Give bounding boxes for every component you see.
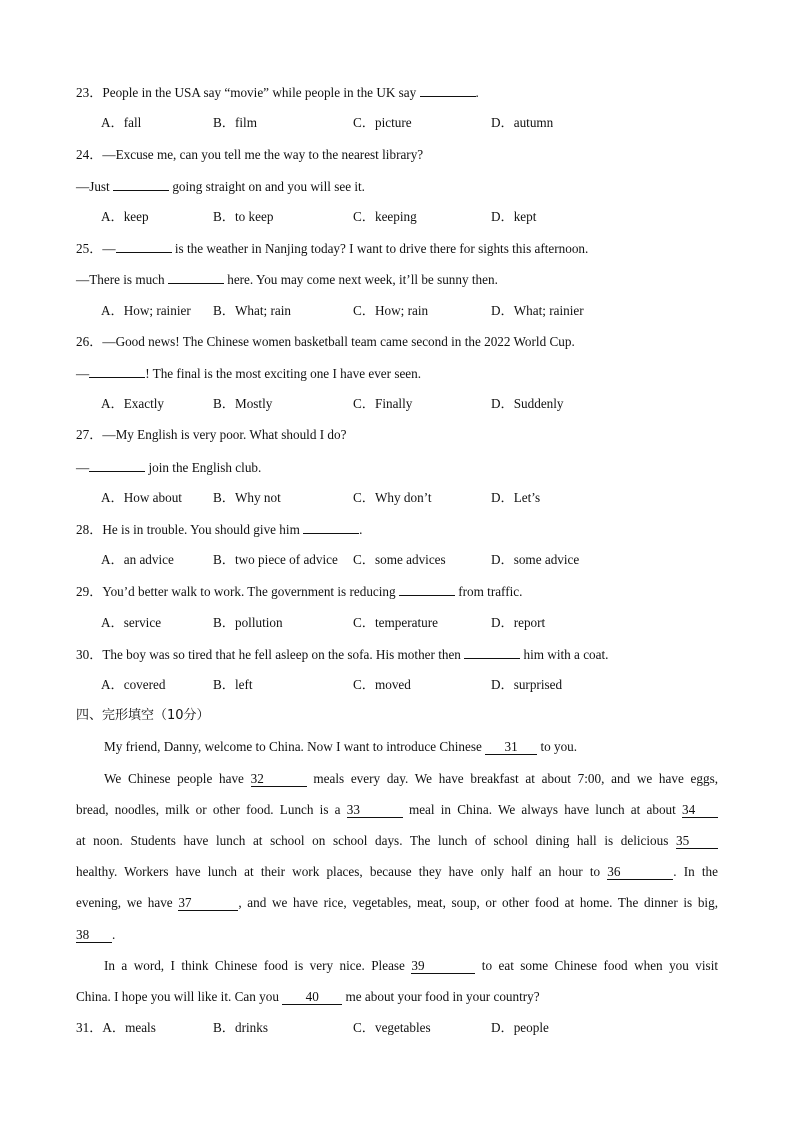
option-d: D．surprised (491, 677, 563, 692)
answer-blank (420, 84, 476, 97)
question-number: 28． (76, 522, 103, 537)
answer-blank (303, 521, 359, 534)
cloze-blank-35: 35 (676, 834, 718, 849)
option-a: A．keep (101, 209, 149, 224)
cloze-blank-32: 32 (251, 772, 307, 787)
question-27 (76, 427, 346, 443)
question-27-reply: — join the English club. (76, 460, 262, 475)
question-number: 25． (76, 241, 103, 256)
option-c: C．Why don’t (353, 490, 432, 505)
question-number: 30． (76, 647, 103, 662)
question-31-a: 31．A．meals (76, 1020, 156, 1035)
option-c: C．temperature (353, 615, 438, 630)
passage-line-2: We Chinese people have 32 meals every day. We have breakfast at about 7:00, and we have eggs, (104, 771, 719, 786)
passage-line-1: My friend, Danny, welcome to China. Now I want to introduce Chinese 31 to you. (104, 739, 578, 754)
option-a: A．How; rainier (101, 303, 191, 318)
cloze-blank-34: 34 (682, 803, 718, 818)
question-stem: —My English is very poor. What should I do? (102, 427, 347, 442)
question-stem: —Excuse me, can you tell me the way to the nearest library? (102, 147, 424, 162)
passage-line-7: 38 . (76, 927, 116, 942)
question-26-reply: — ! The final is the most exciting one I have ever seen. (76, 366, 422, 381)
question-number: 27． (76, 427, 103, 442)
cloze-blank-39: 39 (411, 959, 475, 974)
option-b: B．drinks (213, 1020, 268, 1035)
cloze-blank-40: 40 (282, 990, 342, 1005)
question-29: 29．You’d better walk to work. The government is reducing from traffic. (76, 584, 523, 599)
question-28: 28．He is in trouble. You should give him . (76, 522, 363, 537)
question-stem: People in the USA say “movie” while people in the UK say (102, 85, 417, 100)
option-d: D．some advice (491, 552, 580, 567)
option-b: B．film (213, 115, 257, 130)
option-d: D．report (491, 615, 546, 630)
question-30: 30．The boy was so tired that he fell asleep on the sofa. His mother then him with a coat. (76, 647, 609, 662)
option-b: B．Why not (213, 490, 281, 505)
question-stem: He is in trouble. You should give him (102, 522, 300, 537)
option-a: A．How about (101, 490, 182, 505)
question-23 (76, 84, 479, 101)
answer-blank (168, 271, 224, 284)
answer-blank (113, 178, 169, 191)
option-d: D．What; rainier (491, 303, 584, 318)
cloze-blank-31: 31 (485, 740, 537, 755)
question-number: 23． (76, 85, 103, 100)
passage-line-4: at noon. Students have lunch at school on school days. The lunch of school dining hall is delicious 35 (76, 833, 718, 849)
cloze-blank-36: 36 (607, 865, 673, 880)
passage-line-6: evening, we have 37 , and we have rice, vegetables, meat, soup, or other food at home. The dinner is big, (76, 895, 718, 910)
answer-blank (89, 365, 145, 378)
option-c: C．moved (353, 677, 411, 692)
question-24 (76, 147, 423, 163)
option-b: B．Mostly (213, 396, 273, 411)
question-stem: The boy was so tired that he fell asleep on the sofa. His mother then (102, 647, 461, 662)
option-b: B．two piece of advice (213, 552, 338, 567)
question-stem-end: . (475, 85, 479, 100)
cloze-blank-37: 37 (178, 896, 238, 911)
option-d: D．autumn (491, 115, 554, 130)
answer-blank (464, 646, 520, 659)
cloze-blank-33: 33 (347, 803, 403, 818)
option-c: C．some advices (353, 552, 446, 567)
option-a: A．service (101, 615, 162, 630)
option-c: C．picture (353, 115, 412, 130)
question-stem: You’d better walk to work. The government is reducing (102, 584, 396, 599)
option-d: D．Let’s (491, 490, 541, 505)
option-b: B．What; rain (213, 303, 292, 318)
option-d: D．people (491, 1020, 549, 1035)
question-25-reply: —There is much here. You may come next week, it’ll be sunny then. (76, 272, 498, 287)
option-c: C．Finally (353, 396, 413, 411)
question-25: 25．— is the weather in Nanjing today? I want to drive there for sights this afternoon. (76, 241, 589, 256)
question-number: 29． (76, 584, 103, 599)
cloze-blank-38: 38 (76, 928, 112, 943)
option-a: A．Exactly (101, 396, 164, 411)
answer-blank (399, 583, 455, 596)
option-a: A．covered (101, 677, 166, 692)
passage-line-5: healthy. Workers have lunch at their work places, because they have only half an hour to 36 . In the (76, 864, 719, 879)
section-title: 四、完形填空（10分） (76, 708, 210, 723)
question-24-reply: —Just going straight on and you will see it. (76, 179, 365, 194)
option-d: D．kept (491, 209, 537, 224)
option-a: A．an advice (101, 552, 174, 567)
option-b: B．to keep (213, 209, 274, 224)
question-number: 26． (76, 334, 103, 349)
answer-blank (116, 240, 172, 253)
question-stem: is the weather in Nanjing today? I want to drive there for sights this afternoon. (174, 241, 589, 256)
option-c: C．keeping (353, 209, 417, 224)
question-stem: —Good news! The Chinese women basketball team came second in the 2022 World Cup. (102, 334, 575, 349)
answer-blank (89, 459, 145, 472)
question-26 (76, 334, 575, 350)
option-b: B．left (213, 677, 253, 692)
option-c: C．How; rain (353, 303, 429, 318)
passage-line-8: In a word, I think Chinese food is very nice. Please 39 to eat some Chinese food when you visit (104, 958, 719, 973)
option-b: B．pollution (213, 615, 283, 630)
option-d: D．Suddenly (491, 396, 564, 411)
passage-line-9: China. I hope you will like it. Can you 40 me about your food in your country? (76, 989, 540, 1004)
passage-line-3: bread, noodles, milk or other food. Lunch is a 33 meal in China. We always have lunch at about 34 (76, 802, 718, 818)
option-a: A．fall (101, 115, 142, 130)
question-number: 31． (76, 1020, 103, 1035)
option-c: C．vegetables (353, 1020, 431, 1035)
question-number: 24． (76, 147, 103, 162)
